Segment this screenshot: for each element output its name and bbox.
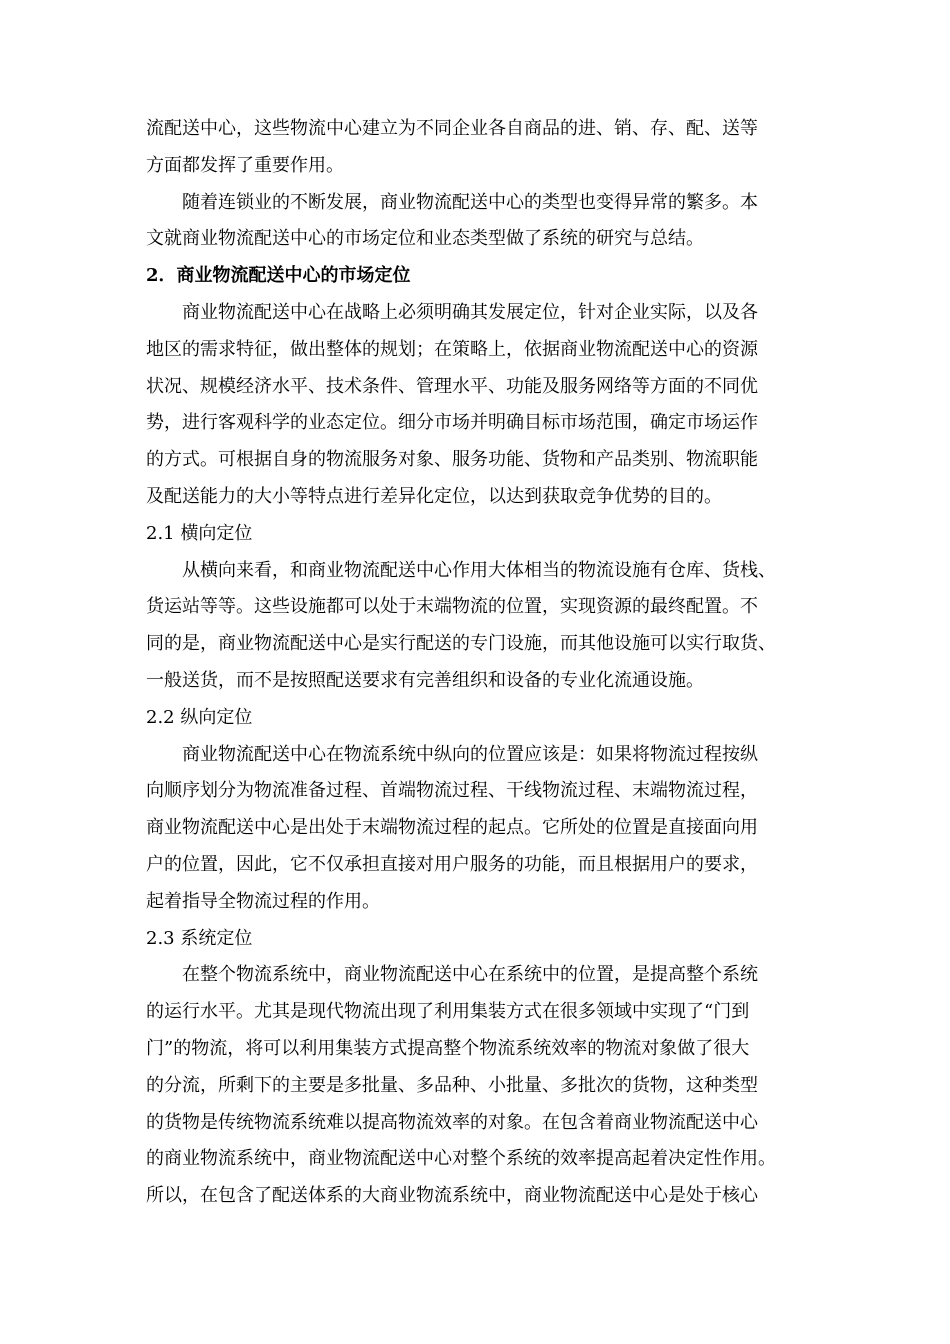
paragraph-line: 方面都发挥了重要作用。 [146, 154, 344, 176]
paragraph-line: 向顺序划分为物流准备过程、首端物流过程、干线物流过程、末端物流过程， [146, 780, 758, 802]
paragraph-line: 同的是，商业物流配送中心是实行配送的专门设施，而其他设施可以实行取货、 [146, 633, 776, 655]
paragraph-line: 户的位置，因此，它不仅承担直接对用户服务的功能，而且根据用户的要求， [146, 853, 758, 875]
paragraph-line: 流配送中心，这些物流中心建立为不同企业各自商品的进、销、存、配、送等 [146, 118, 758, 139]
paragraph-line: 一般送货，而不是按照配送要求有完善组织和设备的专业化流通设施。 [146, 669, 704, 691]
subsection-heading: 2.2 纵向定位 [146, 706, 253, 728]
paragraph-line: 起着指导全物流过程的作用。 [146, 890, 380, 912]
paragraph-line: 从横向来看，和商业物流配送中心作用大体相当的物流设施有仓库、货栈、 [182, 559, 776, 581]
paragraph-line: 在整个物流系统中，商业物流配送中心在系统中的位置，是提高整个系统 [182, 964, 758, 986]
paragraph-line: 及配送能力的大小等特点进行差异化定位，以达到获取竞争优势的目的。 [146, 485, 722, 507]
paragraph-line: 的运行水平。尤其是现代物流出现了利用集装方式在很多领域中实现了“门到 [146, 1001, 750, 1023]
paragraph-line: 商业物流配送中心是出处于末端物流过程的起点。它所处的位置是直接面向用 [146, 817, 758, 839]
paragraph-line: 的货物是传统物流系统难以提高物流效率的对象。在包含着商业物流配送中心 [146, 1111, 758, 1133]
paragraph-line: 文就商业物流配送中心的市场定位和业态类型做了系统的研究与总结。 [146, 228, 704, 250]
paragraph-line: 势，进行客观科学的业态定位。细分市场并明确目标市场范围，确定市场运作 [146, 412, 758, 434]
paragraph-line: 门”的物流，将可以利用集装方式提高整个物流系统效率的物流对象做了很大 [146, 1037, 750, 1059]
paragraph-line: 商业物流配送中心在物流系统中纵向的位置应该是：如果将物流过程按纵 [182, 743, 758, 765]
paragraph-line: 的方式。可根据自身的物流服务对象、服务功能、货物和产品类别、物流职能 [146, 449, 758, 471]
paragraph-line: 货运站等等。这些设施都可以处于末端物流的位置，实现资源的最终配置。不 [146, 596, 758, 618]
paragraph-line: 状况、规模经济水平、技术条件、管理水平、功能及服务网络等方面的不同优 [146, 375, 758, 397]
paragraph-line: 商业物流配送中心在战略上必须明确其发展定位，针对企业实际，以及各 [182, 301, 758, 323]
document-body [146, 111, 810, 1215]
paragraph-line: 的分流，所剩下的主要是多批量、多品种、小批量、多批次的货物，这种类型 [146, 1074, 758, 1096]
paragraph-line: 所以，在包含了配送体系的大商业物流系统中，商业物流配送中心是处于核心 [146, 1185, 758, 1207]
subsection-heading: 2.1 横向定位 [146, 522, 253, 544]
paragraph-line: 地区的需求特征，做出整体的规划；在策略上，依据商业物流配送中心的资源 [146, 338, 758, 360]
paragraph-line: 的商业物流系统中，商业物流配送中心对整个系统的效率提高起着决定性作用。 [146, 1148, 776, 1170]
subsection-heading: 2.3 系统定位 [146, 927, 253, 949]
section-heading: 2．商业物流配送中心的市场定位 [146, 265, 411, 287]
paragraph-line: 随着连锁业的不断发展，商业物流配送中心的类型也变得异常的繁多。本 [182, 191, 758, 213]
